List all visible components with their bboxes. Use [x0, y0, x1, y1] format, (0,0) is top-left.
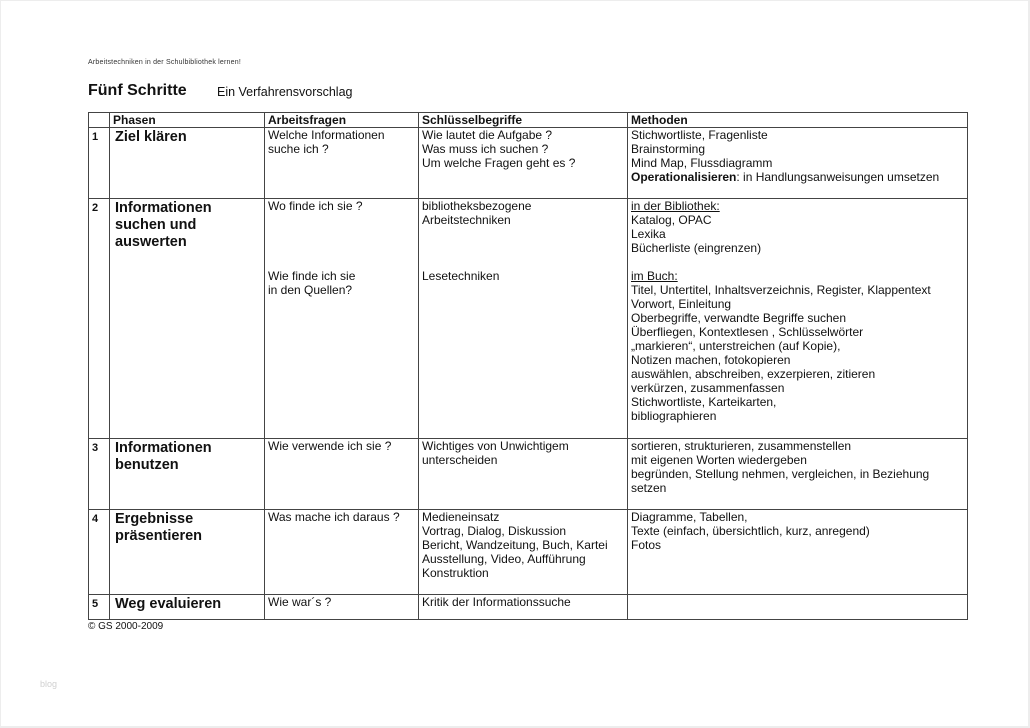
page-title: Fünf Schritte: [88, 82, 187, 99]
header-phasen: Phasen: [110, 113, 265, 128]
question-cell: Wo finde ich sie ? Wie finde ich sie in den Quellen?: [265, 199, 419, 439]
table-row: [89, 128, 968, 199]
row-number: 5: [89, 595, 110, 620]
table-row: [89, 510, 968, 595]
document-header: Arbeitstechniken in der Schulbibliothek lernen!: [88, 59, 241, 66]
keyword-cell: Wie lautet die Aufgabe ? Was muss ich suchen ? Um welche Fragen geht es ?: [419, 128, 628, 199]
header-methoden: Methoden: [628, 113, 968, 128]
method-cell: [628, 595, 968, 620]
keyword-cell: Wichtiges von Unwichtigem unterscheiden: [419, 439, 628, 510]
question-cell: Was mache ich daraus ?: [265, 510, 419, 595]
table-row: [89, 595, 968, 620]
keyword-cell: bibliotheksbezogene Arbeitstechniken Lesetechniken: [419, 199, 628, 439]
keyword-cell: Medieneinsatz Vortrag, Dialog, Diskussion Bericht, Wandzeitung, Buch, Kartei Ausstellung, Video, Aufführung Konstruktion: [419, 510, 628, 595]
table-row: [89, 199, 968, 439]
question-cell: Welche Informationen suche ich ?: [265, 128, 419, 199]
method-cell: sortieren, strukturieren, zusammenstellen mit eigenen Worten wiedergeben begründen, Stellung nehmen, vergleichen, in Beziehung setzen: [628, 439, 968, 510]
phase-cell: Informationen suchen und auswerten: [110, 199, 265, 439]
watermark: blog: [40, 679, 58, 689]
header-schluesselbegriffe: Schlüsselbegriffe: [419, 113, 628, 128]
phase-cell: Ergebnisse präsentieren: [110, 510, 265, 595]
question-cell: Wie verwende ich sie ?: [265, 439, 419, 510]
table-row: [89, 439, 968, 510]
row-number: 4: [89, 510, 110, 595]
phase-cell: Ziel klären: [110, 128, 265, 199]
keyword-cell: Kritik der Informationssuche: [419, 595, 628, 620]
page-subtitle: Ein Verfahrensvorschlag: [217, 85, 353, 99]
row-number: 2: [89, 199, 110, 439]
document-page: [1, 1, 1028, 726]
row-number: 3: [89, 439, 110, 510]
method-cell: in der Bibliothek: Katalog, OPAC Lexika Bücherliste (eingrenzen) im Buch: Titel, Untertitel, Inhaltsverzeichnis, Register, Klappentext Vorwort, Einleitung Oberbegriffe, verwandte Begriffe suchen Überfliegen, Kontextlesen , Schlüsselwörter „markieren“, unterstreichen (auf Kopie), Notizen machen, fotokopieren auswählen, abschreiben, exzerpieren, zitieren verkürzen, zusammenfassen Stichwortliste, Karteikarten, bibliographieren: [628, 199, 968, 439]
header-num: [89, 113, 110, 128]
steps-table: [88, 112, 968, 620]
phase-cell: Informationen benutzen: [110, 439, 265, 510]
header-arbeitsfragen: Arbeitsfragen: [265, 113, 419, 128]
copyright: © GS 2000-2009: [88, 621, 164, 632]
phase-cell: Weg evaluieren: [110, 595, 265, 620]
row-number: 1: [89, 128, 110, 199]
method-cell: Stichwortliste, Fragenliste Brainstorming Mind Map, Flussdiagramm Operationalisieren: in Handlungsanweisungen umsetzen: [628, 128, 968, 199]
question-cell: Wie war´s ?: [265, 595, 419, 620]
table-header-row: [89, 113, 968, 128]
method-cell: Diagramme, Tabellen, Texte (einfach, übersichtlich, kurz, anregend) Fotos: [628, 510, 968, 595]
